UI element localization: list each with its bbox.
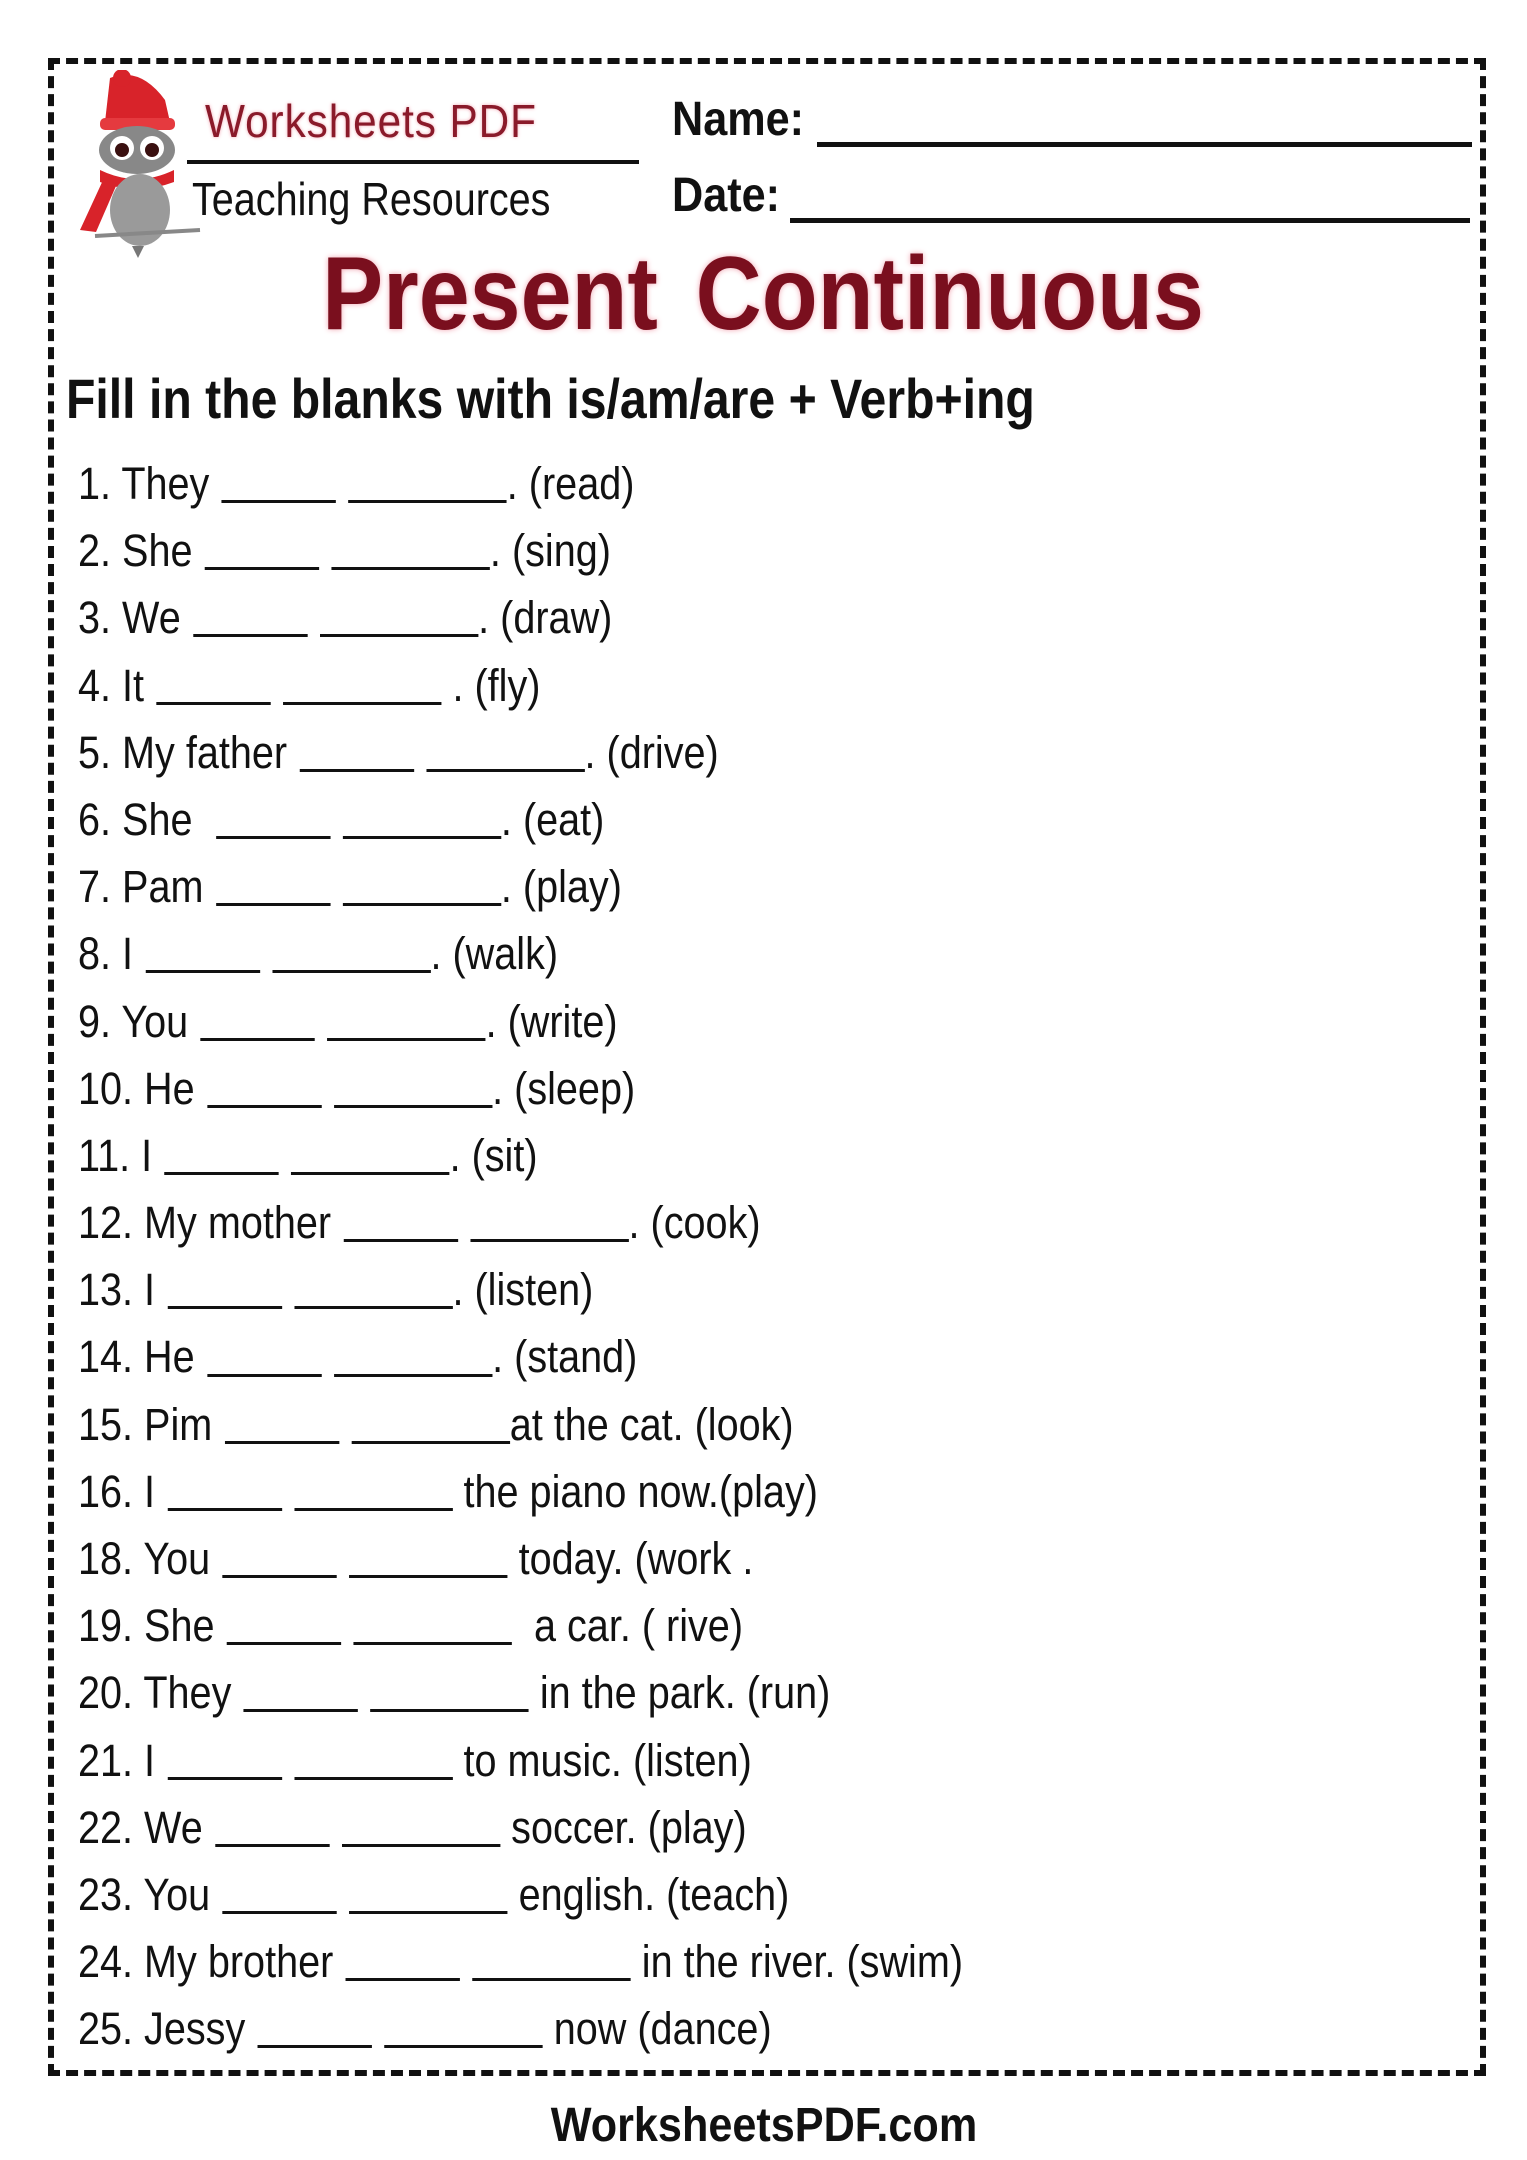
name-line[interactable] <box>817 140 1472 147</box>
blank-auxiliary[interactable] <box>167 1270 281 1309</box>
item-subject: 19. She <box>78 1600 215 1652</box>
item-rest: . (walk) <box>430 928 559 980</box>
exercise-item <box>78 786 963 853</box>
item-rest: in the park. (run) <box>528 1667 831 1719</box>
name-field[interactable] <box>672 92 1472 147</box>
exercise-item <box>78 450 963 517</box>
item-subject: 8. I <box>78 928 134 980</box>
blank-auxiliary[interactable] <box>207 1338 321 1377</box>
item-rest: . (stand) <box>492 1331 638 1383</box>
item-rest: in the river. (swim) <box>630 1936 964 1988</box>
item-rest: at the cat. (look) <box>509 1398 794 1450</box>
item-rest: . (drive) <box>584 726 719 778</box>
blank-verb-ing[interactable] <box>320 598 478 637</box>
item-subject: 7. Pam <box>78 861 204 913</box>
blank-auxiliary[interactable] <box>216 867 330 906</box>
exercise-item <box>78 652 963 719</box>
item-rest: english. (teach) <box>507 1868 790 1920</box>
item-rest: . (read) <box>506 458 635 509</box>
blank-auxiliary[interactable] <box>222 464 336 503</box>
blank-verb-ing[interactable] <box>327 1002 485 1041</box>
title-text: Present Continuous <box>322 236 1205 352</box>
item-subject: 15. Pim <box>78 1398 213 1450</box>
blank-auxiliary[interactable] <box>227 1606 341 1645</box>
item-subject: 5. My father <box>78 726 288 778</box>
blank-verb-ing[interactable] <box>294 1472 452 1511</box>
exercise-item <box>78 1659 963 1726</box>
item-rest: . (cook) <box>628 1197 761 1249</box>
item-rest: . (play) <box>500 861 622 913</box>
blank-verb-ing[interactable] <box>384 2009 542 2048</box>
blank-verb-ing[interactable] <box>342 867 500 906</box>
item-rest: today. (work . <box>507 1533 754 1584</box>
blank-auxiliary[interactable] <box>343 1203 457 1242</box>
item-subject: 3. We <box>78 592 181 644</box>
exercise-item <box>78 1256 963 1323</box>
item-subject: 10. He <box>78 1062 195 1114</box>
worksheet-title <box>0 235 1527 354</box>
item-subject: 11. I <box>78 1129 153 1181</box>
item-subject: 12. My mother <box>78 1197 332 1249</box>
item-subject: 9. You <box>78 995 189 1047</box>
blank-auxiliary[interactable] <box>222 1539 336 1578</box>
item-subject: 20. They <box>78 1667 232 1719</box>
date-line[interactable] <box>790 216 1470 223</box>
footer-site <box>0 2098 1527 2153</box>
blank-verb-ing[interactable] <box>342 1808 500 1847</box>
exercise-item <box>78 1525 963 1592</box>
brand-name: Worksheets PDF <box>205 95 537 147</box>
blank-auxiliary[interactable] <box>164 1136 278 1175</box>
instructions: Fill in the blanks with is/am/are + Verb+ing <box>66 367 1035 430</box>
exercise-item <box>78 1458 963 1525</box>
item-subject: 24. My brother <box>78 1936 334 1988</box>
exercise-item <box>78 1189 963 1256</box>
brand-tagline: Teaching Resources <box>192 173 551 225</box>
blank-verb-ing[interactable] <box>294 1741 452 1780</box>
blank-verb-ing[interactable] <box>354 1606 512 1645</box>
item-rest: . (sit) <box>449 1129 538 1181</box>
exercise-item <box>78 1592 963 1659</box>
item-subject: 21. I <box>78 1734 156 1786</box>
exercise-item <box>78 1323 963 1390</box>
exercise-item <box>78 1995 963 2062</box>
blank-auxiliary[interactable] <box>215 1808 329 1847</box>
blank-auxiliary[interactable] <box>193 598 307 637</box>
blank-auxiliary[interactable] <box>225 1405 339 1444</box>
item-rest: now (dance) <box>542 2003 772 2055</box>
blank-auxiliary[interactable] <box>299 733 413 772</box>
item-rest: . (listen) <box>452 1264 594 1316</box>
item-subject: 6. She <box>78 793 204 845</box>
exercise-item <box>78 1928 963 1995</box>
blank-verb-ing[interactable] <box>470 1203 628 1242</box>
item-rest: . (sleep) <box>492 1062 636 1114</box>
exercise-item <box>78 1861 963 1928</box>
item-rest: soccer. (play) <box>500 1801 747 1853</box>
item-rest: to music. (listen) <box>452 1734 752 1786</box>
date-label: Date: <box>672 169 781 222</box>
blank-auxiliary[interactable] <box>167 1741 281 1780</box>
blank-verb-ing[interactable] <box>272 934 430 973</box>
item-subject: 22. We <box>78 1801 203 1853</box>
blank-verb-ing[interactable] <box>351 1405 509 1444</box>
exercise-item <box>78 584 963 651</box>
item-subject: 14. He <box>78 1331 195 1383</box>
item-rest: . (draw) <box>478 592 613 644</box>
item-subject: 1. They <box>78 458 210 509</box>
blank-auxiliary[interactable] <box>156 666 270 705</box>
item-subject: 18. You <box>78 1533 211 1584</box>
item-subject: 2. She <box>78 525 193 577</box>
item-rest: a car. ( rive) <box>511 1600 744 1652</box>
item-rest: . (fly) <box>441 659 541 711</box>
blank-verb-ing[interactable] <box>291 1136 449 1175</box>
blank-verb-ing[interactable] <box>472 1942 630 1981</box>
blank-verb-ing[interactable] <box>349 1875 507 1914</box>
name-label: Name: <box>672 93 805 146</box>
blank-verb-ing[interactable] <box>426 733 584 772</box>
item-rest: . (write) <box>485 995 618 1047</box>
blank-verb-ing[interactable] <box>349 1539 507 1578</box>
brand-divider <box>187 160 639 164</box>
blank-verb-ing[interactable] <box>343 800 501 839</box>
item-subject: 4. It <box>78 659 145 711</box>
blank-auxiliary[interactable] <box>258 2009 372 2048</box>
exercise-item <box>78 517 963 584</box>
exercise-list <box>78 450 1084 2063</box>
exercise-item <box>78 853 963 920</box>
exercise-item <box>78 920 963 987</box>
item-subject: 16. I <box>78 1465 156 1517</box>
exercise-item <box>78 719 963 786</box>
blank-auxiliary[interactable] <box>216 800 330 839</box>
blank-verb-ing[interactable] <box>334 1069 492 1108</box>
exercise-item <box>78 1727 963 1794</box>
blank-verb-ing[interactable] <box>283 666 441 705</box>
item-subject: 25. Jessy <box>78 2003 246 2055</box>
item-rest: . (sing) <box>489 525 611 577</box>
item-rest: the piano now.(play) <box>452 1465 818 1517</box>
owl-logo-icon <box>70 70 205 260</box>
blank-auxiliary[interactable] <box>145 934 259 973</box>
item-rest: . (eat) <box>500 793 605 845</box>
exercise-item <box>78 1055 963 1122</box>
blank-verb-ing[interactable] <box>334 1338 492 1377</box>
exercise-item <box>78 1122 963 1189</box>
blank-verb-ing[interactable] <box>370 1673 528 1712</box>
blank-auxiliary[interactable] <box>222 1875 336 1914</box>
blank-auxiliary[interactable] <box>207 1069 321 1108</box>
date-field[interactable] <box>672 168 1470 223</box>
blank-auxiliary[interactable] <box>205 531 319 570</box>
blank-verb-ing[interactable] <box>294 1270 452 1309</box>
footer-text: WorksheetsPDF.com <box>550 2099 977 2152</box>
blank-auxiliary[interactable] <box>167 1472 281 1511</box>
exercise-item <box>78 1794 963 1861</box>
blank-auxiliary[interactable] <box>346 1942 460 1981</box>
blank-auxiliary[interactable] <box>244 1673 358 1712</box>
blank-verb-ing[interactable] <box>348 464 506 503</box>
exercise-item <box>78 1391 963 1458</box>
blank-verb-ing[interactable] <box>332 531 490 570</box>
item-subject: 23. You <box>78 1868 211 1920</box>
item-subject: 13. I <box>78 1264 156 1316</box>
blank-auxiliary[interactable] <box>200 1002 314 1041</box>
exercise-item <box>78 988 963 1055</box>
